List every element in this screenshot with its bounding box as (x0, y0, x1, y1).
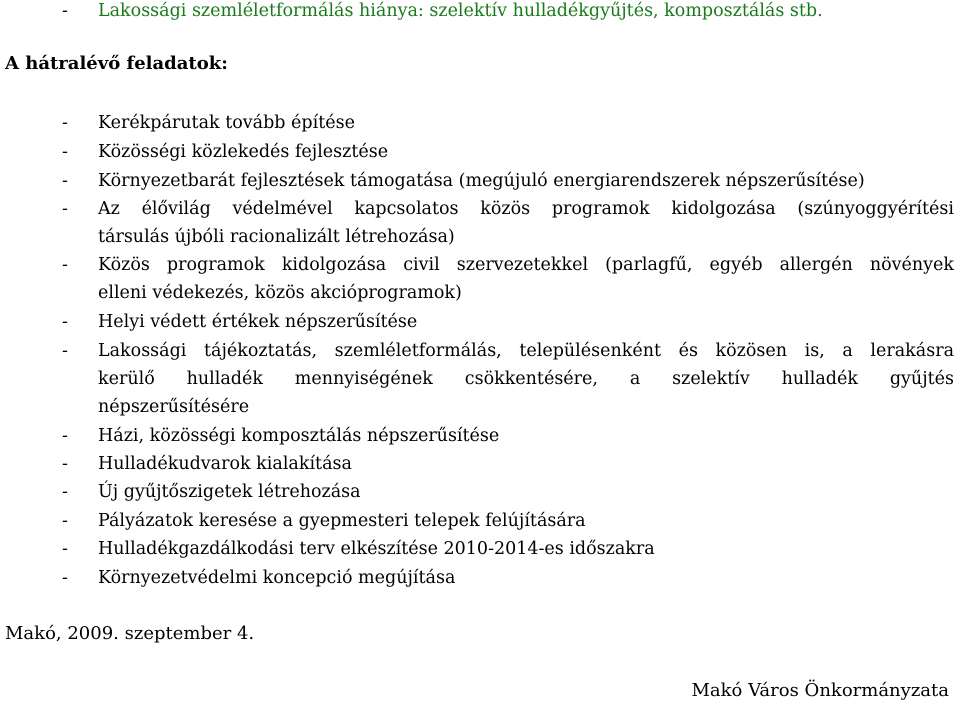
task-dash: - (62, 142, 68, 162)
document-date: Makó, 2009. szeptember 4. (5, 623, 255, 644)
task-line: Lakossági tájékoztatás, szemléletformálás, településenként és közösen is, a lerakásra (98, 341, 954, 361)
task-line: társulás újbóli racionalizált létrehozása) (98, 227, 455, 247)
task-dash: - (62, 482, 68, 502)
task-dash: - (62, 171, 68, 191)
task-line: Helyi védett értékek népszerűsítése (98, 312, 418, 332)
task-line: népszerűsítésére (98, 397, 250, 417)
task-dash: - (62, 454, 68, 474)
task-dash: - (62, 568, 68, 588)
task-dash: - (62, 426, 68, 446)
task-dash: - (62, 113, 68, 133)
task-line: Közösségi közlekedés fejlesztése (98, 142, 389, 162)
task-line: Környezetvédelmi koncepció megújítása (98, 568, 456, 588)
task-line: Hulladékudvarok kialakítása (98, 454, 352, 474)
signature-block: Makó Város Önkormányzata (691, 680, 949, 701)
top-item-dash: - (62, 1, 68, 21)
task-dash: - (62, 255, 68, 275)
task-line: Hulladékgazdálkodási terv elkészítése 2010-2014-es időszakra (98, 539, 655, 559)
task-line: Házi, közösségi komposztálás népszerűsítése (98, 426, 500, 446)
task-line: Pályázatok keresése a gyepmesteri telepek felújítására (98, 511, 586, 531)
task-dash: - (62, 341, 68, 361)
section-heading: A hátralévő feladatok: (5, 53, 228, 74)
task-dash: - (62, 199, 68, 219)
task-line: Kerékpárutak tovább építése (98, 113, 355, 133)
task-dash: - (62, 312, 68, 332)
task-line: elleni védekezés, közös akcióprogramok) (98, 283, 462, 303)
task-dash: - (62, 511, 68, 531)
task-line: Környezetbarát fejlesztések támogatása (megújuló energiarendszerek népszerűsítése) (98, 171, 865, 191)
task-line: Új gyűjtőszigetek létrehozása (98, 482, 361, 502)
task-dash: - (62, 539, 68, 559)
task-line: Az élővilág védelmével kapcsolatos közös programok kidolgozása (szúnyoggyérítési (98, 199, 954, 219)
top-item-text: Lakossági szemléletformálás hiánya: szelektív hulladékgyűjtés, komposztálás stb. (98, 1, 823, 21)
task-line: Közös programok kidolgozása civil szervezetekkel (parlagfű, egyéb allergén növények (98, 255, 954, 275)
task-line: kerülő hulladék mennyiségének csökkentésére, a szelektív hulladék gyűjtés (98, 369, 954, 389)
